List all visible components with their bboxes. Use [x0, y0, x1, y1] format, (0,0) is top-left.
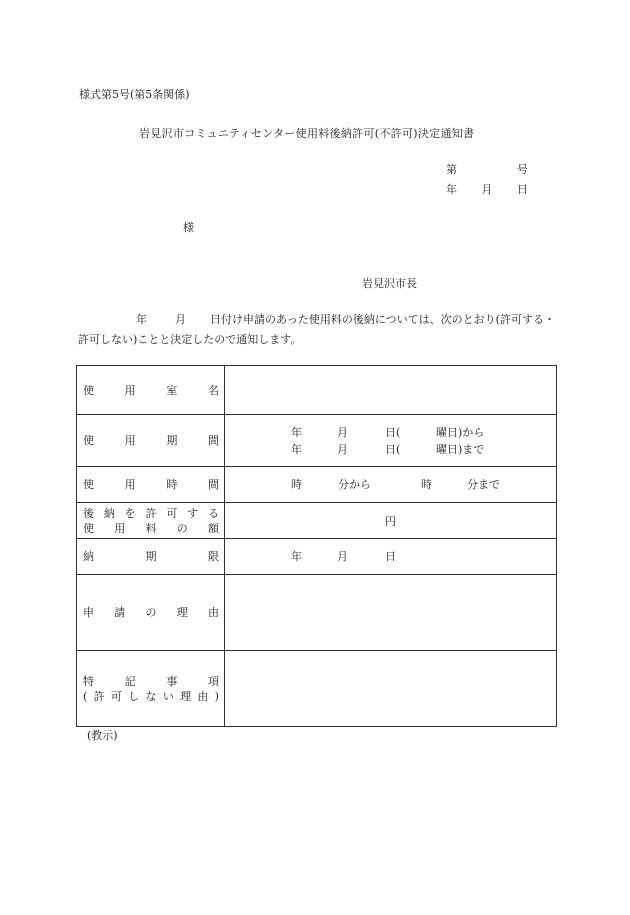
deadline-day: 日: [385, 550, 396, 563]
period-value-cell[interactable]: [225, 415, 557, 467]
label-char: 請: [114, 606, 126, 619]
label-char: 料: [145, 521, 157, 535]
fee-label-line1: [83, 506, 219, 521]
row-period: [77, 415, 557, 467]
label-char: 時: [166, 478, 178, 491]
document-number: [446, 161, 528, 177]
fee-unit: 円: [385, 514, 396, 528]
label-char: 事: [166, 674, 178, 688]
remarks-label-line1: [83, 674, 219, 689]
label-char: 可: [166, 506, 178, 520]
time-start-min: 分から: [338, 478, 371, 491]
label-char: 申: [83, 606, 94, 619]
label-char: 納: [83, 550, 94, 563]
time-end-min: 分まで: [467, 478, 500, 491]
label-cell: [77, 575, 225, 651]
doc-date-day: 日: [517, 183, 528, 196]
label-char: 名: [207, 383, 219, 397]
deadline-month: 月: [337, 550, 348, 563]
label-char: 使: [83, 521, 94, 535]
doc-date-month: 月: [481, 183, 493, 196]
label-char: 理: [180, 689, 192, 703]
fee-value-cell[interactable]: [225, 503, 557, 539]
time-start-hour: 時: [291, 478, 302, 491]
label-char: 許: [145, 506, 157, 520]
time-end-hour: 時: [421, 478, 432, 491]
label-char: 用: [114, 521, 126, 535]
label-char: 使: [83, 434, 94, 447]
time-label: [83, 477, 219, 492]
reason-value-cell[interactable]: [225, 575, 557, 651]
label-cell: [77, 467, 225, 503]
label-cell: [77, 651, 225, 727]
row-reason: [77, 575, 557, 651]
label-cell: [77, 415, 225, 467]
label-char: 額: [208, 521, 219, 535]
period-from-line: [225, 424, 556, 441]
fee-label-line2: [83, 521, 219, 536]
addressee: 様: [183, 221, 194, 234]
doc-number-prefix: 第: [446, 163, 457, 176]
period-to-month: 月: [337, 442, 348, 456]
period-from-month: 月: [337, 425, 348, 439]
period-from-day: 日(: [385, 425, 401, 439]
document-date: [446, 181, 528, 197]
label-char: を: [124, 506, 136, 520]
notes-label: (教示): [87, 729, 118, 742]
label-char: 由: [208, 606, 219, 619]
label-char: (: [83, 689, 88, 703]
label-char: ): [214, 689, 219, 703]
label-char: す: [187, 506, 199, 520]
body-month: 月: [175, 313, 186, 326]
label-char: 可: [110, 689, 122, 703]
label-char: 期: [166, 434, 178, 447]
row-fee: [77, 503, 557, 539]
period-from-year: 年: [291, 425, 302, 439]
label-char: 許: [93, 689, 105, 703]
doc-date-year: 年: [446, 183, 457, 196]
label-char: 間: [207, 478, 219, 491]
label-char: る: [207, 506, 219, 520]
period-from-weekday: 曜日)から: [436, 425, 485, 439]
decision-table: [76, 365, 557, 727]
deadline-value: [225, 548, 556, 565]
period-to-day: 日(: [385, 442, 401, 456]
document-title: 岩見沢市コミュニティセンター使用料後納許可(不許可)決定通知書: [139, 127, 475, 140]
label-char: 室: [166, 383, 178, 397]
label-char: 記: [124, 674, 136, 688]
doc-number-suffix: 号: [517, 163, 528, 176]
label-char: い: [162, 689, 174, 703]
label-char: 後: [83, 506, 94, 520]
deadline-label: [83, 549, 219, 564]
time-value-cell[interactable]: [225, 467, 557, 503]
deadline-value-cell[interactable]: [225, 539, 557, 575]
issuer: 岩見沢市長: [362, 277, 417, 290]
period-to-year: 年: [291, 442, 302, 456]
period-to-weekday: 曜日)まで: [436, 442, 485, 456]
deadline-year: 年: [291, 550, 302, 563]
remarks-label-line2: [83, 689, 219, 704]
label-char: 用: [124, 434, 136, 447]
label-char: 納: [103, 506, 115, 520]
label-char: な: [145, 689, 157, 703]
room-label: [83, 383, 219, 398]
period-to-line: [225, 441, 556, 458]
label-char: し: [128, 689, 140, 703]
label-char: 特: [83, 674, 94, 688]
label-char: 用: [124, 478, 136, 491]
row-time: [77, 467, 557, 503]
reason-label: [83, 605, 219, 620]
label-char: 使: [83, 478, 94, 491]
label-char: 限: [208, 550, 219, 563]
time-value: [225, 476, 556, 493]
body-text: [78, 310, 556, 350]
label-cell: [77, 503, 225, 539]
row-remarks: [77, 651, 557, 727]
body-year: 年: [136, 313, 147, 326]
row-deadline: [77, 539, 557, 575]
label-char: 期: [145, 550, 157, 563]
label-char: 使: [83, 383, 94, 397]
remarks-value-cell[interactable]: [225, 651, 557, 727]
row-room: [77, 366, 557, 415]
label-char: 間: [207, 434, 219, 447]
label-char: 理: [176, 606, 188, 619]
label-cell: [77, 366, 225, 415]
form-number: 様式第5号(第5条関係): [79, 88, 190, 101]
label-char: 項: [207, 674, 219, 688]
period-label: [83, 433, 219, 448]
label-char: 用: [124, 383, 136, 397]
label-char: の: [145, 606, 157, 619]
room-value-cell[interactable]: [225, 366, 557, 415]
label-char: 由: [197, 689, 209, 703]
label-char: の: [176, 521, 188, 535]
body-main-text: 日付け申請のあった使用料の後納については、次のとおり(許可する・許可しない)ことと決定したので通知します。: [78, 313, 555, 346]
label-cell: [77, 539, 225, 575]
